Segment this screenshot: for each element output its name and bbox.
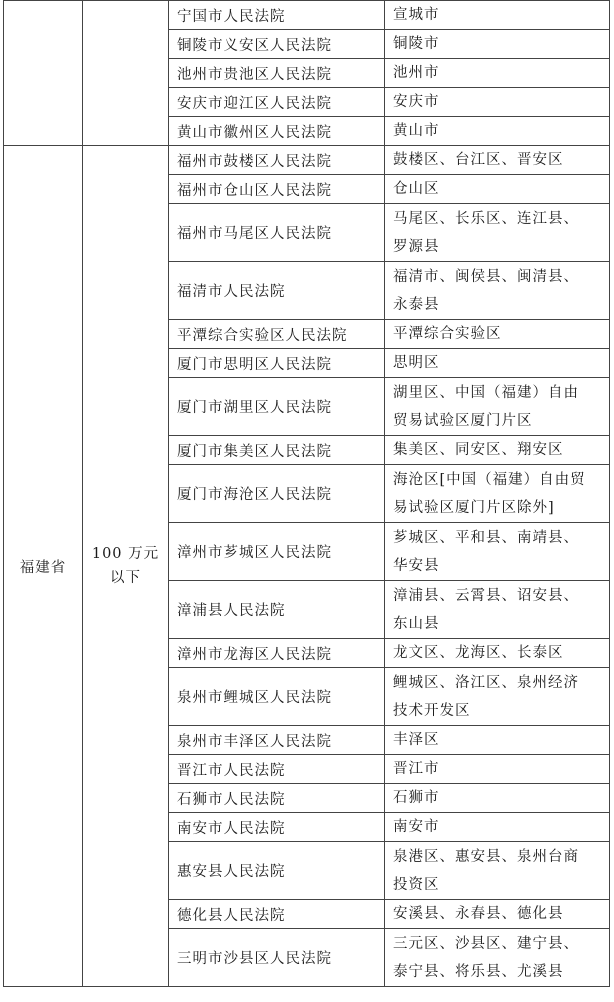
jurisdiction-area: 思明区 [385, 349, 610, 378]
court-name: 平潭综合实验区人民法院 [169, 320, 385, 349]
jurisdiction-area: 池州市 [385, 59, 610, 88]
jurisdiction-area: 三元区、沙县区、建宁县、 泰宁县、将乐县、尤溪县 [385, 929, 610, 987]
court-name: 厦门市集美区人民法院 [169, 436, 385, 465]
court-name: 漳州市芗城区人民法院 [169, 523, 385, 581]
jurisdiction-area: 福清市、闽侯县、闽清县、 永泰县 [385, 262, 610, 320]
amount-cell-prev [83, 1, 169, 146]
jurisdiction-area: 南安市 [385, 813, 610, 842]
table-row [4, 146, 610, 175]
court-name: 黄山市徽州区人民法院 [169, 117, 385, 146]
jurisdiction-area: 晋江市 [385, 755, 610, 784]
court-name: 厦门市思明区人民法院 [169, 349, 385, 378]
court-name: 惠安县人民法院 [169, 842, 385, 900]
jurisdiction-area: 集美区、同安区、翔安区 [385, 436, 610, 465]
jurisdiction-area: 安溪县、永春县、德化县 [385, 900, 610, 929]
court-name: 德化县人民法院 [169, 900, 385, 929]
jurisdiction-area: 湖里区、中国（福建）自由 贸易试验区厦门片区 [385, 378, 610, 436]
jurisdiction-area: 龙文区、龙海区、长泰区 [385, 639, 610, 668]
court-name: 三明市沙县区人民法院 [169, 929, 385, 987]
court-name: 福州市马尾区人民法院 [169, 204, 385, 262]
province-cell: 福建省 [4, 146, 83, 987]
court-name: 厦门市海沧区人民法院 [169, 465, 385, 523]
jurisdiction-area: 泉港区、惠安县、泉州台商 投资区 [385, 842, 610, 900]
court-name: 漳浦县人民法院 [169, 581, 385, 639]
court-name: 福州市仓山区人民法院 [169, 175, 385, 204]
jurisdiction-area: 平潭综合实验区 [385, 320, 610, 349]
table-body [4, 1, 610, 987]
jurisdiction-area: 宣城市 [385, 1, 610, 30]
jurisdiction-area: 丰泽区 [385, 726, 610, 755]
court-name: 南安市人民法院 [169, 813, 385, 842]
jurisdiction-area: 仓山区 [385, 175, 610, 204]
court-name: 泉州市鲤城区人民法院 [169, 668, 385, 726]
court-jurisdiction-table [3, 0, 610, 987]
court-name: 安庆市迎江区人民法院 [169, 88, 385, 117]
jurisdiction-area: 海沧区[中国（福建）自由贸 易试验区厦门片区除外] [385, 465, 610, 523]
province-cell-prev [4, 1, 83, 146]
court-name: 厦门市湖里区人民法院 [169, 378, 385, 436]
table-row [4, 1, 610, 30]
court-name: 福清市人民法院 [169, 262, 385, 320]
court-name: 泉州市丰泽区人民法院 [169, 726, 385, 755]
court-name: 漳州市龙海区人民法院 [169, 639, 385, 668]
court-name: 铜陵市义安区人民法院 [169, 30, 385, 59]
jurisdiction-area: 安庆市 [385, 88, 610, 117]
court-name: 宁国市人民法院 [169, 1, 385, 30]
jurisdiction-area: 芗城区、平和县、南靖县、 华安县 [385, 523, 610, 581]
jurisdiction-area: 鼓楼区、台江区、晋安区 [385, 146, 610, 175]
court-name: 福州市鼓楼区人民法院 [169, 146, 385, 175]
court-name: 池州市贵池区人民法院 [169, 59, 385, 88]
amount-cell: 100 万元 以下 [83, 146, 169, 987]
jurisdiction-area: 鲤城区、洛江区、泉州经济 技术开发区 [385, 668, 610, 726]
court-name: 石狮市人民法院 [169, 784, 385, 813]
court-name: 晋江市人民法院 [169, 755, 385, 784]
jurisdiction-area: 铜陵市 [385, 30, 610, 59]
jurisdiction-area: 马尾区、长乐区、连江县、 罗源县 [385, 204, 610, 262]
jurisdiction-area: 漳浦县、云霄县、诏安县、 东山县 [385, 581, 610, 639]
jurisdiction-area: 石狮市 [385, 784, 610, 813]
jurisdiction-area: 黄山市 [385, 117, 610, 146]
